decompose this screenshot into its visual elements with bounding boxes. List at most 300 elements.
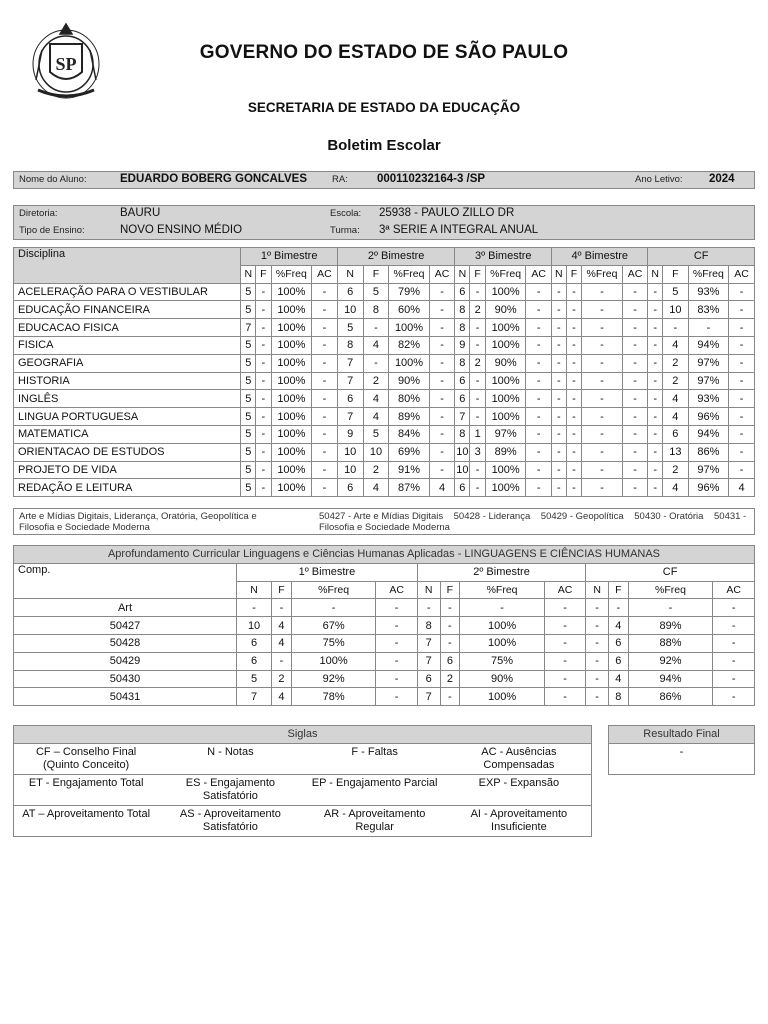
subject-name: ACELERAÇÃO PARA O VESTIBULAR xyxy=(14,283,241,301)
grade-cell: 10 xyxy=(455,443,470,461)
table-row xyxy=(14,599,755,617)
grade-cell: 7 xyxy=(337,408,363,426)
grade-cell: - xyxy=(544,652,585,670)
grade-cell: - xyxy=(272,652,292,670)
grade-cell: 100% xyxy=(485,390,525,408)
grade-cell: 3 xyxy=(470,443,486,461)
result-box xyxy=(608,725,755,775)
grade-cell: 4 xyxy=(609,617,629,635)
grade-cell: - xyxy=(582,408,622,426)
period-header: 2º Bimestre xyxy=(417,563,585,581)
year-label: Ano Letivo: xyxy=(635,174,683,185)
grade-cell: - xyxy=(622,443,648,461)
subject-name: PROJETO DE VIDA xyxy=(14,461,241,479)
component-legend-left: Arte e Mídias Digitais, Liderança, Oratória, Geopolítica e Filosofia e Sociedade Moderna xyxy=(19,511,257,533)
grade-cell: 5 xyxy=(241,336,256,354)
grade-cell: 90% xyxy=(460,670,545,688)
grade-cell: 100% xyxy=(485,479,525,497)
grade-cell: 97% xyxy=(688,354,728,372)
grade-cell: - xyxy=(470,408,486,426)
grade-cell: - xyxy=(552,372,567,390)
grade-cell: - xyxy=(440,634,460,652)
grade-cell: - xyxy=(552,479,567,497)
grade-cell: 100% xyxy=(460,634,545,652)
grade-cell: - xyxy=(729,283,755,301)
subheader-ac: AC xyxy=(622,265,648,283)
grade-cell: - xyxy=(622,372,648,390)
turma-value: 3ª SERIE A INTEGRAL ANUAL xyxy=(379,224,539,236)
component-code: 50431 xyxy=(14,688,237,706)
grade-cell: 5 xyxy=(237,670,272,688)
grade-cell: 2 xyxy=(662,372,688,390)
grade-cell: - xyxy=(729,425,755,443)
subject-name: EDUCAÇÃO FINANCEIRA xyxy=(14,301,241,319)
sigla-item: EP - Engajamento Parcial xyxy=(311,777,438,789)
grade-cell: - xyxy=(582,390,622,408)
grade-cell: - xyxy=(544,599,585,617)
grade-cell: 8 xyxy=(455,301,470,319)
subject-name: INGLÊS xyxy=(14,390,241,408)
grade-cell: 100% xyxy=(271,390,311,408)
grade-cell: - xyxy=(429,390,455,408)
grade-cell: - xyxy=(526,301,552,319)
grade-cell: 1 xyxy=(470,425,486,443)
component-code: 50428 xyxy=(14,634,237,652)
grade-cell: 4 xyxy=(363,336,389,354)
grade-cell: - xyxy=(256,461,272,479)
grade-cell: - xyxy=(648,319,663,337)
grade-cell: - xyxy=(312,283,338,301)
grade-cell: 5 xyxy=(241,390,256,408)
grade-cell: - xyxy=(622,479,648,497)
grade-cell: - xyxy=(526,408,552,426)
grade-cell: - xyxy=(729,461,755,479)
grade-cell: 6 xyxy=(237,652,272,670)
grade-cell: - xyxy=(470,479,486,497)
grade-cell: - xyxy=(729,301,755,319)
grade-cell: - xyxy=(470,336,486,354)
grade-cell: 7 xyxy=(337,354,363,372)
siglas-row xyxy=(14,744,591,775)
grade-cell: 84% xyxy=(389,425,429,443)
grade-cell: - xyxy=(713,599,755,617)
grade-cell: 5 xyxy=(363,425,389,443)
subheader-freq: %Freq xyxy=(688,265,728,283)
grade-cell: - xyxy=(648,372,663,390)
sigla-item: F - Faltas xyxy=(351,746,398,758)
grade-cell: 2 xyxy=(363,372,389,390)
grade-cell: 2 xyxy=(662,354,688,372)
grade-cell: - xyxy=(363,354,389,372)
subheader-freq: %Freq xyxy=(485,265,525,283)
grade-cell: - xyxy=(582,461,622,479)
grade-cell: - xyxy=(662,319,688,337)
grade-cell: - xyxy=(552,408,567,426)
subheader-freq: %Freq xyxy=(628,581,713,599)
grade-cell: - xyxy=(312,301,338,319)
grade-cell: - xyxy=(544,688,585,706)
grade-cell: 10 xyxy=(337,461,363,479)
grade-cell: 8 xyxy=(609,688,629,706)
student-name-label: Nome do Aluno: xyxy=(19,174,87,185)
grade-cell: - xyxy=(622,425,648,443)
grade-cell: - xyxy=(648,479,663,497)
subheader-n: N xyxy=(417,581,440,599)
grade-cell: 93% xyxy=(688,390,728,408)
grade-cell: - xyxy=(312,408,338,426)
grade-cell: - xyxy=(526,319,552,337)
grade-cell: - xyxy=(429,408,455,426)
year-value: 2024 xyxy=(709,173,735,185)
grade-cell: - xyxy=(552,390,567,408)
grade-cell: - xyxy=(566,461,582,479)
grade-cell: 100% xyxy=(271,479,311,497)
grade-cell: - xyxy=(552,336,567,354)
grade-cell: - xyxy=(729,372,755,390)
subheader-n: N xyxy=(337,265,363,283)
grade-cell: - xyxy=(552,319,567,337)
grade-cell: - xyxy=(688,319,728,337)
grade-cell: - xyxy=(648,301,663,319)
grade-cell: 5 xyxy=(241,461,256,479)
grade-cell: 9 xyxy=(455,336,470,354)
grade-cell: 92% xyxy=(628,652,713,670)
grade-cell: 4 xyxy=(609,670,629,688)
grade-cell: 6 xyxy=(455,479,470,497)
grade-cell: 5 xyxy=(241,425,256,443)
grade-cell: - xyxy=(729,336,755,354)
table-row xyxy=(14,301,755,319)
sigla-item: AI - Aproveitamento Insuficiente xyxy=(470,808,568,833)
subheader-f: F xyxy=(470,265,486,283)
grade-cell: 5 xyxy=(241,372,256,390)
grade-cell: - xyxy=(312,354,338,372)
grade-cell: - xyxy=(312,372,338,390)
diretoria-value: BAURU xyxy=(120,207,161,219)
student-info-bar xyxy=(13,171,755,189)
grade-cell: - xyxy=(256,443,272,461)
grade-cell: - xyxy=(582,283,622,301)
ra-label: RA: xyxy=(332,174,348,185)
grade-cell: 10 xyxy=(363,443,389,461)
grade-cell: - xyxy=(582,336,622,354)
grade-cell: - xyxy=(566,390,582,408)
grade-cell: 100% xyxy=(485,408,525,426)
grade-cell: - xyxy=(622,390,648,408)
document-title: Boletim Escolar xyxy=(327,137,441,154)
grade-cell: - xyxy=(729,408,755,426)
grade-cell: - xyxy=(566,336,582,354)
grade-cell: 6 xyxy=(609,634,629,652)
grade-cell: - xyxy=(526,425,552,443)
grade-cell: 4 xyxy=(363,479,389,497)
grade-cell: - xyxy=(713,688,755,706)
subheader-f: F xyxy=(363,265,389,283)
subject-name: LINGUA PORTUGUESA xyxy=(14,408,241,426)
grade-cell: 4 xyxy=(272,617,292,635)
tipo-ensino-label: Tipo de Ensino: xyxy=(19,225,85,236)
subheader-n: N xyxy=(455,265,470,283)
grade-cell: 6 xyxy=(609,652,629,670)
sigla-item: AC - Ausências Compensadas xyxy=(481,746,557,771)
subheader-ac: AC xyxy=(713,581,755,599)
sigla-item: AT – Aproveitamento Total xyxy=(22,808,151,820)
grade-cell: 100% xyxy=(271,461,311,479)
subject-name: REDAÇÃO E LEITURA xyxy=(14,479,241,497)
grade-cell: 100% xyxy=(485,372,525,390)
subject-name: HISTORIA xyxy=(14,372,241,390)
grade-cell: 7 xyxy=(237,688,272,706)
grade-cell: - xyxy=(526,390,552,408)
grade-cell: 89% xyxy=(485,443,525,461)
grade-cell: - xyxy=(312,390,338,408)
grade-cell: 5 xyxy=(241,479,256,497)
grade-cell: - xyxy=(586,617,609,635)
grade-cell: - xyxy=(312,336,338,354)
grade-cell: - xyxy=(713,634,755,652)
grade-cell: - xyxy=(729,354,755,372)
grade-cell: 6 xyxy=(337,479,363,497)
grade-cell: - xyxy=(586,599,609,617)
grade-cell: 2 xyxy=(662,461,688,479)
grade-cell: 100% xyxy=(460,617,545,635)
siglas-row xyxy=(14,775,591,806)
period-header: 1º Bimestre xyxy=(241,248,337,266)
grade-cell: 100% xyxy=(271,336,311,354)
subheader-ac: AC xyxy=(429,265,455,283)
siglas-legend xyxy=(13,725,592,837)
grade-cell: - xyxy=(256,408,272,426)
component-code: 50427 xyxy=(14,617,237,635)
grade-cell: 75% xyxy=(460,652,545,670)
grade-cell: 100% xyxy=(271,443,311,461)
grade-cell: 100% xyxy=(460,688,545,706)
grade-cell: 6 xyxy=(237,634,272,652)
grade-cell: - xyxy=(376,634,417,652)
grade-cell: 4 xyxy=(662,408,688,426)
grade-cell: 4 xyxy=(363,408,389,426)
grade-cell: 10 xyxy=(662,301,688,319)
grade-cell: - xyxy=(552,301,567,319)
grade-cell: - xyxy=(648,336,663,354)
grade-cell: - xyxy=(552,425,567,443)
subheader-ac: AC xyxy=(376,581,417,599)
table-row xyxy=(14,319,755,337)
comp-header: Comp. xyxy=(14,563,237,599)
grade-cell: - xyxy=(470,461,486,479)
grade-cell: - xyxy=(566,479,582,497)
table-row xyxy=(14,408,755,426)
table-row xyxy=(14,652,755,670)
period-header: 2º Bimestre xyxy=(337,248,455,266)
grade-cell: 93% xyxy=(688,283,728,301)
grade-cell: 92% xyxy=(291,670,376,688)
svg-text:SP: SP xyxy=(55,54,77,74)
table-row xyxy=(14,443,755,461)
grade-cell: - xyxy=(566,283,582,301)
table-row xyxy=(14,670,755,688)
diretoria-label: Diretoria: xyxy=(19,208,58,219)
grade-cell: 2 xyxy=(470,301,486,319)
grade-cell: 5 xyxy=(241,408,256,426)
grade-cell: 86% xyxy=(628,688,713,706)
grade-cell: - xyxy=(256,390,272,408)
grade-cell: 10 xyxy=(337,443,363,461)
grade-cell: 5 xyxy=(241,443,256,461)
grade-cell: - xyxy=(440,688,460,706)
grade-cell: 5 xyxy=(241,283,256,301)
grade-cell: - xyxy=(429,443,455,461)
grade-cell: - xyxy=(586,634,609,652)
subject-name: FISICA xyxy=(14,336,241,354)
table-row xyxy=(14,390,755,408)
tipo-ensino-value: NOVO ENSINO MÉDIO xyxy=(120,224,243,236)
grade-cell: - xyxy=(429,283,455,301)
grade-cell: 100% xyxy=(271,301,311,319)
grade-cell: - xyxy=(376,688,417,706)
table-row xyxy=(14,354,755,372)
grade-cell: - xyxy=(256,372,272,390)
grade-cell: - xyxy=(566,443,582,461)
subheader-ac: AC xyxy=(729,265,755,283)
sigla-item: EXP - Expansão xyxy=(478,777,560,789)
grade-cell: 8 xyxy=(363,301,389,319)
grade-cell: - xyxy=(622,461,648,479)
grade-cell: 10 xyxy=(337,301,363,319)
grade-cell: - xyxy=(291,599,376,617)
subheader-freq: %Freq xyxy=(271,265,311,283)
sigla-item: ES - Engajamento Satisfatório xyxy=(185,777,276,802)
grade-cell: - xyxy=(272,599,292,617)
component-code: 50429 xyxy=(14,652,237,670)
grade-cell: - xyxy=(729,443,755,461)
grade-cell: 82% xyxy=(389,336,429,354)
grade-cell: - xyxy=(417,599,440,617)
grade-cell: 2 xyxy=(363,461,389,479)
grade-cell: - xyxy=(376,617,417,635)
grade-cell: 2 xyxy=(440,670,460,688)
grade-cell: - xyxy=(526,336,552,354)
grade-cell: - xyxy=(256,283,272,301)
grade-cell: 6 xyxy=(337,283,363,301)
grade-cell: - xyxy=(526,283,552,301)
grade-cell: 10 xyxy=(455,461,470,479)
table-row xyxy=(14,617,755,635)
subheader-f: F xyxy=(440,581,460,599)
grade-cell: 100% xyxy=(389,354,429,372)
grade-cell: 7 xyxy=(417,688,440,706)
grade-cell: - xyxy=(648,408,663,426)
grade-cell: - xyxy=(582,372,622,390)
sigla-item: N - Notas xyxy=(207,746,254,758)
grade-cell: 5 xyxy=(363,283,389,301)
grade-cell: - xyxy=(429,461,455,479)
period-header: 1º Bimestre xyxy=(237,563,418,581)
grade-cell: - xyxy=(622,336,648,354)
grade-cell: 6 xyxy=(455,390,470,408)
grade-cell: 100% xyxy=(271,354,311,372)
siglas-title: Siglas xyxy=(14,726,591,744)
table-row xyxy=(14,372,755,390)
grade-cell: - xyxy=(429,319,455,337)
grade-cell: - xyxy=(628,599,713,617)
grade-cell: - xyxy=(470,390,486,408)
subheader-n: N xyxy=(552,265,567,283)
subject-name: MATEMATICA xyxy=(14,425,241,443)
grade-cell: 7 xyxy=(417,634,440,652)
school-info-bar xyxy=(13,205,755,240)
subheader-ac: AC xyxy=(312,265,338,283)
table-row xyxy=(14,688,755,706)
grade-cell: - xyxy=(376,670,417,688)
subheader-ac: AC xyxy=(526,265,552,283)
sigla-item: AS - Aproveitamento Satisfatório xyxy=(179,808,281,833)
subheader-freq: %Freq xyxy=(291,581,376,599)
grade-cell: 86% xyxy=(688,443,728,461)
result-title: Resultado Final xyxy=(609,726,754,744)
subject-name: GEOGRAFIA xyxy=(14,354,241,372)
disciplina-header: Disciplina xyxy=(14,248,241,284)
grade-cell: 6 xyxy=(455,372,470,390)
grade-cell: 10 xyxy=(237,617,272,635)
turma-label: Turma: xyxy=(330,225,360,236)
sigla-item: AR - Aproveitamento Regular xyxy=(323,808,426,833)
table-row xyxy=(14,283,755,301)
grade-cell: - xyxy=(648,390,663,408)
table-row xyxy=(14,336,755,354)
grade-cell: 79% xyxy=(389,283,429,301)
escola-label: Escola: xyxy=(330,208,362,219)
grade-cell: - xyxy=(582,425,622,443)
grade-cell: - xyxy=(312,461,338,479)
grade-cell: 100% xyxy=(271,372,311,390)
grade-cell: - xyxy=(713,652,755,670)
subheader-freq: %Freq xyxy=(582,265,622,283)
grade-cell: 4 xyxy=(272,634,292,652)
grade-cell: 7 xyxy=(337,372,363,390)
grade-cell: - xyxy=(440,617,460,635)
grade-cell: - xyxy=(376,599,417,617)
grade-cell: - xyxy=(566,425,582,443)
subheader-f: F xyxy=(662,265,688,283)
grade-cell: 69% xyxy=(389,443,429,461)
grade-cell: - xyxy=(713,670,755,688)
grade-cell: - xyxy=(648,461,663,479)
grade-cell: - xyxy=(429,354,455,372)
grade-cell: - xyxy=(729,319,755,337)
grade-cell: 90% xyxy=(485,301,525,319)
grade-cell: - xyxy=(552,443,567,461)
subheader-f: F xyxy=(609,581,629,599)
table-row xyxy=(14,479,755,497)
grade-cell: 100% xyxy=(389,319,429,337)
subheader-freq: %Freq xyxy=(460,581,545,599)
grade-cell: - xyxy=(648,354,663,372)
grade-cell: 5 xyxy=(337,319,363,337)
component-code: 50430 xyxy=(14,670,237,688)
grade-cell: 100% xyxy=(485,283,525,301)
grade-cell: - xyxy=(429,425,455,443)
grade-cell: - xyxy=(363,319,389,337)
grade-cell: 2 xyxy=(470,354,486,372)
grade-cell: 100% xyxy=(271,408,311,426)
subheader-freq: %Freq xyxy=(389,265,429,283)
secretaria-title: SECRETARIA DE ESTADO DA EDUCAÇÃO xyxy=(247,100,521,115)
grade-cell: - xyxy=(312,479,338,497)
grade-cell: 4 xyxy=(363,390,389,408)
grade-cell: 100% xyxy=(291,652,376,670)
sigla-item: ET - Engajamento Total xyxy=(28,777,144,789)
